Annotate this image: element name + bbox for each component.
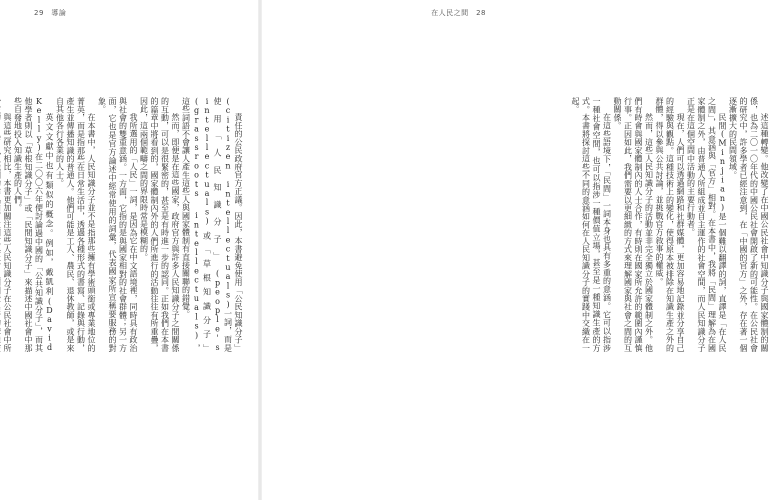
right-paragraph-3: 現在，人們可以透過網路和社群媒體，更加容易地記錄並分享自己的經驗與觀點。這種技術上的變化，使得原本被排除在知識生產之外的群體，得以參與公共討論，並挑戰官方敘事的權威。 <box>655 97 685 352</box>
right-page <box>262 0 769 500</box>
left-page <box>0 0 258 500</box>
left-paragraph-4: 在本書中，人民知識分子並不是指那些擁有學術頭銜或專業地位的菁英，而是指那些在日常生活中，透過各種形式的書寫、記錄與行動，產生並傳播知識的普通人。他們可能是工人、農民、退休教師，或是來自其他各行各業的人士。 <box>55 97 96 352</box>
right-paragraph-1: 述這種轉變。他改變了在中國公民社會中知識分子與國家體制的關係，也為二〇一〇年代的中國公民社會開啟了新的可能性。在公民社會的研究中，許多學者已經注意到，在「中國的官方」之外，存在著一個逐漸擴大的民間領域。 <box>728 97 769 352</box>
left-paragraph-3: 我所選用的「人民」一詞，是因為它在中文語境裡，同時具有政治與社會的雙重意涵。一方面，它指的是與國家相對的社會群體；另一方面，它也是官方論述中經常使用的詞彙，代表國家所宣稱要服務的對象。 <box>97 97 138 352</box>
right-paragraph-2: 民間(Minjian)是一個難以翻譯的詞，直譯是「在人民之間」，其意涵與「官方」相對。在本書中，我將「民間」理解為在國家體制之外，由普通人所組成並自主運作的社會空間，而人民知識分子正是在這個空間中活動的主要行動者。 <box>686 97 727 352</box>
right-paragraph-5: 在這些語境下，「民間」一詞本身也具有多重的意涵。它可以指涉一種社會空間，也可以指涉一種價值立場，甚至是一種知識生產的方式。本書將探討這些不同的意涵如何在人民知識分子的實踐中交織在一起。 <box>571 97 612 352</box>
right-page-text <box>541 97 769 352</box>
left-paragraph-6: 與這些研究相比，本書更加關注這些人民知識分子在公民社會中所 <box>3 113 12 352</box>
left-page-text <box>3 97 243 352</box>
left-running-head: 29 導論 <box>34 9 67 17</box>
right-paragraph-4: 然而，這些人民知識分子的活動並非完全獨立於國家體制之外。他們有時會與國家體制內的人士合作，有時則在國家所允許的範圍內謹慎行事。正因如此，我們需要以更細緻的方式來理解國家與社會之間的互動關係。 <box>613 97 654 352</box>
left-paragraph-5: 英文文獻中也有類似的概念。例如，戴凱利(David Kelly)在二〇〇六年便討論過中國的「公共知識分子」，而其他學者則以「草根知識分子」或「民間知識分子」來描述中國社會中那些自發地投入知識生產的人們。 <box>13 97 54 352</box>
right-running-head: 在人民之間 28 <box>431 9 486 17</box>
left-paragraph-2: 然而，即便是在這些國家，政府官方與許多人民知識分子之間關係的互動，可以是很緊密的，甚至是有時進一步的認同。正如我們在本書的篇章中將看到的，國家體制內外的人們所進行的活動往往有所重疊，因此，這兩個範疇之間的界限時常是模糊的。 <box>139 97 180 352</box>
left-paragraph-1: 責任的公民政府官方正議。因此，本書避免使用「公民知識分子」(citizen intellectuals)一詞，而是使用「人民知識分子」(people's intellectuals)或「草根知識分子」(grassroots intellectuals)，這些詞語不會讓人產生這些人與國家體制有直接關聯的錯覺。 <box>181 97 243 352</box>
